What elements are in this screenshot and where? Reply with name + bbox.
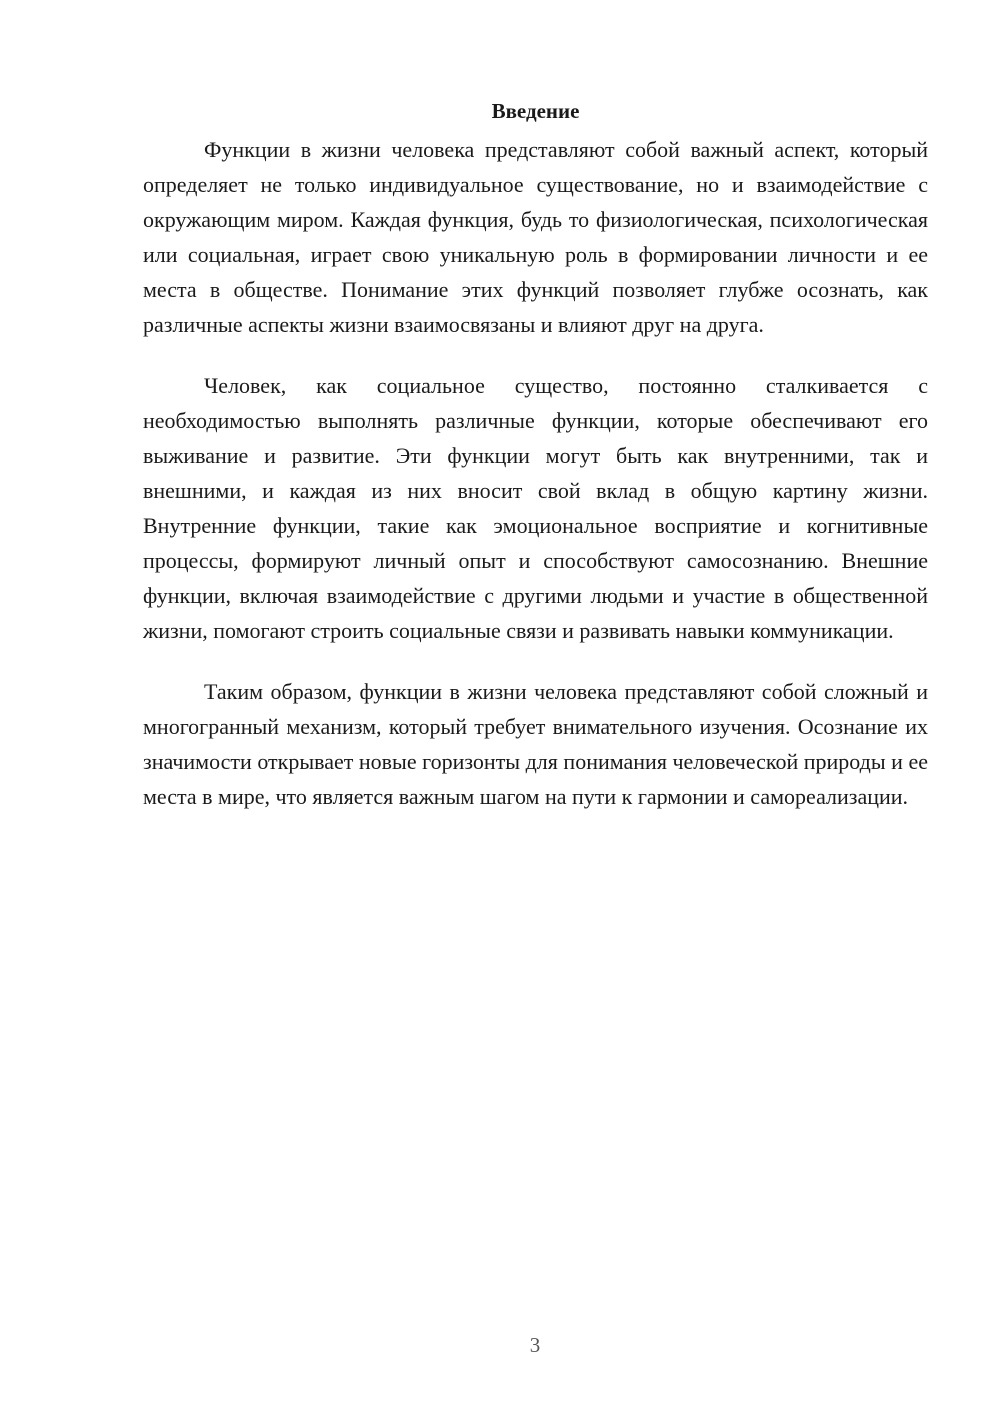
- page-body: [143, 96, 928, 840]
- paragraph-3: Таким образом, функции в жизни человека представляют собой сложный и многогранный механизм, который требует внимательного изучения. Осознание их значимости открывает новые горизонты для понимания человеческой природы и ее места в мире, что является важным шагом на пути к гармонии и самореализации.: [143, 679, 928, 809]
- paragraph-1: Функции в жизни человека представляют собой важный аспект, который определяет не только индивидуальное существование, но и взаимодействие с окружающим миром. Каждая функция, будь то физиологическая, психологическая или социальная, играет свою уникальную роль в формировании личности и ее места в обществе. Понимание этих функций позволяет глубже осознать, как различные аспекты жизни взаимосвязаны и влияют друг на друга.: [143, 137, 928, 337]
- paragraph-2: Человек, как социальное существо, постоянно сталкивается с необходимостью выполнять различные функции, которые обеспечивают его выживание и развитие. Эти функции могут быть как внутренними, так и внешними, и каждая из них вносит свой вклад в общую картину жизни. Внутренние функции, такие как эмоциональное восприятие и когнитивные процессы, формируют личный опыт и способствуют самосознанию. Внешние функции, включая взаимодействие с другими людьми и участие в общественной жизни, помогают строить социальные связи и развивать навыки коммуникации.: [143, 373, 928, 643]
- section-heading: Введение: [491, 99, 580, 123]
- page-number: 3: [529, 1333, 541, 1357]
